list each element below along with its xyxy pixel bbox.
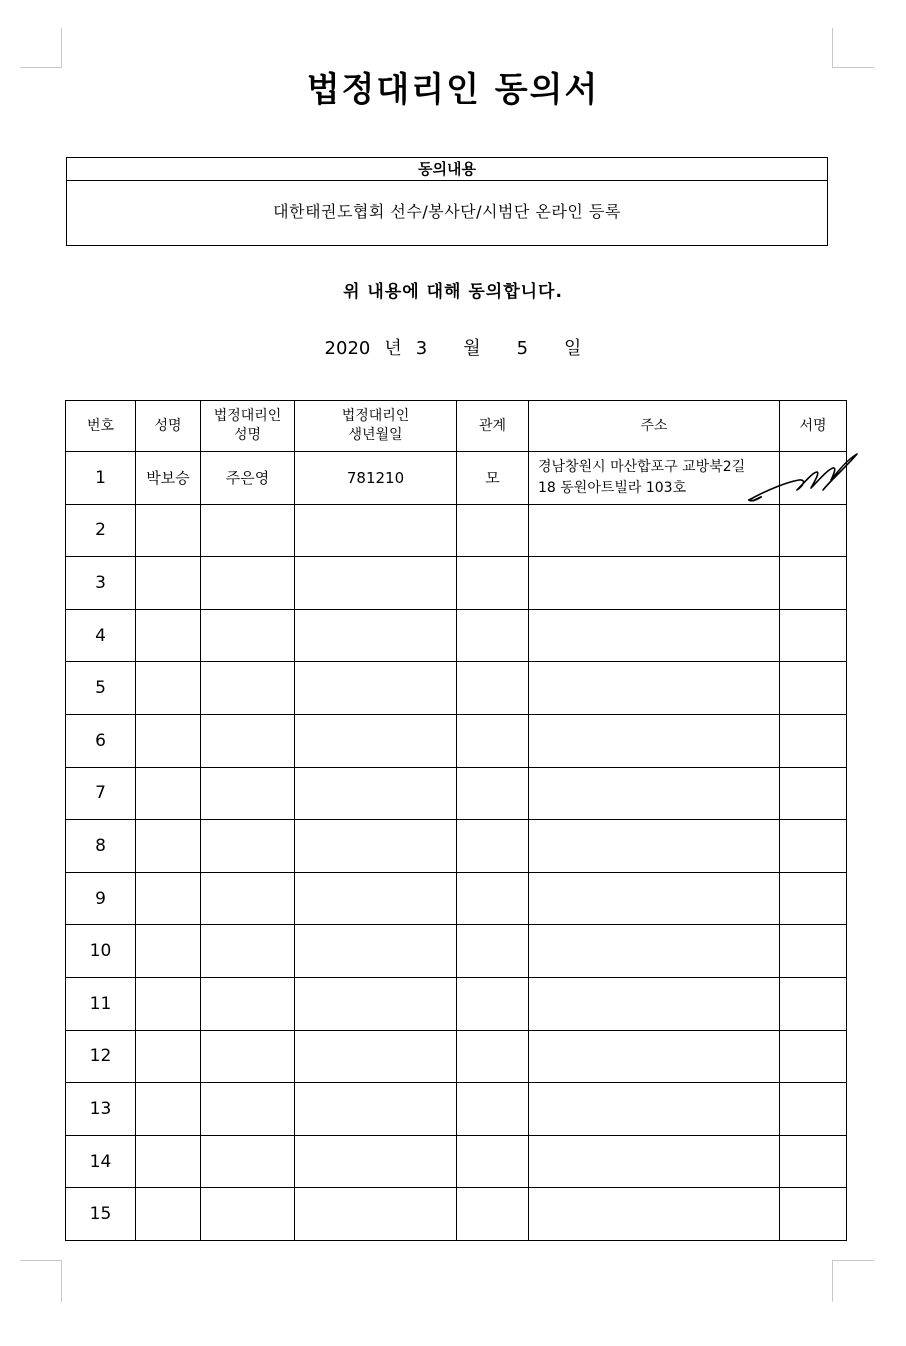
cell-relation [457, 1188, 529, 1241]
crop-mark-bottom-right [832, 1260, 874, 1302]
cell-signature [780, 1188, 847, 1241]
cell-name [136, 1030, 201, 1083]
cell-guardian-name [201, 767, 295, 820]
table-row [66, 872, 847, 925]
cell-signature [780, 452, 847, 505]
cell-no: 4 [66, 609, 136, 662]
cell-no: 14 [66, 1135, 136, 1188]
cell-no: 1 [66, 452, 136, 505]
cell-guardian-birth [295, 1083, 457, 1136]
cell-name [136, 1188, 201, 1241]
cell-guardian-birth [295, 714, 457, 767]
table-row [66, 820, 847, 873]
table-row [66, 714, 847, 767]
consent-content-box [66, 157, 828, 246]
cell-address [529, 1030, 780, 1083]
table-row [66, 1188, 847, 1241]
cell-guardian-name [201, 714, 295, 767]
cell-relation [457, 872, 529, 925]
table-row [66, 557, 847, 610]
cell-relation [457, 662, 529, 715]
cell-signature [780, 820, 847, 873]
cell-address [529, 662, 780, 715]
cell-guardian-birth [295, 820, 457, 873]
cell-signature [780, 1030, 847, 1083]
table-row [66, 1030, 847, 1083]
cell-name [136, 609, 201, 662]
table-row [66, 1083, 847, 1136]
table-row [66, 662, 847, 715]
date-day-unit: 일 [564, 338, 582, 359]
cell-name [136, 557, 201, 610]
consent-body: 대한태권도협회 선수/봉사단/시범단 온라인 등록 [273, 202, 621, 221]
cell-no: 12 [66, 1030, 136, 1083]
cell-name [136, 1083, 201, 1136]
table-header-row [66, 401, 847, 452]
cell-relation [457, 925, 529, 978]
cell-guardian-birth [295, 977, 457, 1030]
table-row [66, 504, 847, 557]
cell-guardian-name [201, 820, 295, 873]
address-line: 경남창원시 마산합포구 교방북2길 [538, 458, 746, 475]
cell-no: 11 [66, 977, 136, 1030]
cell-guardian-birth [295, 504, 457, 557]
cell-signature [780, 872, 847, 925]
cell-name [136, 872, 201, 925]
cell-relation: 모 [457, 452, 529, 505]
cell-guardian-birth [295, 609, 457, 662]
cell-guardian-name: 주은영 [201, 452, 295, 505]
cell-address [529, 1188, 780, 1241]
cell-no: 7 [66, 767, 136, 820]
cell-guardian-birth [295, 1135, 457, 1188]
header-guardian-name: 법정대리인 성명 [201, 401, 295, 452]
cell-guardian-name [201, 504, 295, 557]
crop-mark-bottom-left [20, 1260, 62, 1302]
cell-guardian-name [201, 1188, 295, 1241]
cell-relation [457, 714, 529, 767]
cell-signature [780, 977, 847, 1030]
cell-guardian-birth [295, 662, 457, 715]
date-month-unit: 월 [463, 338, 481, 359]
cell-address [529, 1135, 780, 1188]
cell-guardian-name [201, 872, 295, 925]
cell-relation [457, 977, 529, 1030]
cell-no: 2 [66, 504, 136, 557]
table-row [66, 452, 847, 505]
cell-relation [457, 1135, 529, 1188]
cell-name [136, 820, 201, 873]
cell-name: 박보승 [136, 452, 201, 505]
cell-guardian-birth [295, 1030, 457, 1083]
header-no: 번호 [66, 401, 136, 452]
cell-guardian-name [201, 1135, 295, 1188]
cell-signature [780, 557, 847, 610]
table-row [66, 925, 847, 978]
table-row [66, 767, 847, 820]
address-line: 18 동원아트빌라 103호 [538, 479, 687, 496]
header-name: 성명 [136, 401, 201, 452]
cell-guardian-birth [295, 872, 457, 925]
cell-guardian-name [201, 609, 295, 662]
cell-name [136, 767, 201, 820]
cell-relation [457, 609, 529, 662]
cell-no: 8 [66, 820, 136, 873]
cell-no: 15 [66, 1188, 136, 1241]
cell-signature [780, 609, 847, 662]
cell-signature [780, 662, 847, 715]
cell-no: 13 [66, 1083, 136, 1136]
cell-guardian-birth [295, 1188, 457, 1241]
table-row [66, 609, 847, 662]
cell-guardian-birth [295, 925, 457, 978]
agreement-statement: 위 내용에 대해 동의합니다. [343, 282, 563, 302]
cell-no: 9 [66, 872, 136, 925]
cell-no: 3 [66, 557, 136, 610]
cell-guardian-name [201, 1030, 295, 1083]
cell-address [529, 872, 780, 925]
cell-guardian-birth [295, 557, 457, 610]
cell-signature [780, 504, 847, 557]
cell-relation [457, 504, 529, 557]
cell-address [529, 767, 780, 820]
cell-signature [780, 767, 847, 820]
cell-address [529, 452, 780, 505]
cell-signature [780, 925, 847, 978]
cell-address [529, 504, 780, 557]
cell-guardian-birth [295, 767, 457, 820]
cell-name [136, 662, 201, 715]
cell-name [136, 714, 201, 767]
date-year-unit: 년 [384, 338, 402, 359]
cell-relation [457, 1030, 529, 1083]
signing-date [0, 334, 906, 360]
document-title: 법정대리인 동의서 [306, 70, 600, 110]
cell-relation [457, 1083, 529, 1136]
cell-guardian-name [201, 662, 295, 715]
cell-name [136, 1135, 201, 1188]
cell-address [529, 925, 780, 978]
header-signature: 서명 [780, 401, 847, 452]
cell-address [529, 557, 780, 610]
cell-signature [780, 1083, 847, 1136]
cell-guardian-name [201, 977, 295, 1030]
header-relation: 관계 [457, 401, 529, 452]
cell-relation [457, 557, 529, 610]
cell-address [529, 609, 780, 662]
cell-no: 10 [66, 925, 136, 978]
cell-relation [457, 820, 529, 873]
cell-address [529, 714, 780, 767]
cell-no: 5 [66, 662, 136, 715]
cell-name [136, 504, 201, 557]
date-day: 5 [516, 338, 529, 359]
table-row [66, 977, 847, 1030]
date-month: 3 [415, 338, 428, 359]
consent-header: 동의내용 [67, 158, 827, 181]
cell-no: 6 [66, 714, 136, 767]
cell-relation [457, 767, 529, 820]
header-address: 주소 [529, 401, 780, 452]
header-guardian-birth: 법정대리인 생년월일 [295, 401, 457, 452]
cell-guardian-name [201, 925, 295, 978]
guardian-roster-table [65, 400, 847, 1241]
cell-name [136, 977, 201, 1030]
cell-name [136, 925, 201, 978]
date-year: 2020 [324, 338, 371, 359]
cell-guardian-birth: 781210 [295, 452, 457, 505]
cell-address [529, 1083, 780, 1136]
cell-guardian-name [201, 1083, 295, 1136]
cell-address [529, 977, 780, 1030]
cell-guardian-name [201, 557, 295, 610]
table-row [66, 1135, 847, 1188]
cell-signature [780, 1135, 847, 1188]
cell-signature [780, 714, 847, 767]
cell-address [529, 820, 780, 873]
